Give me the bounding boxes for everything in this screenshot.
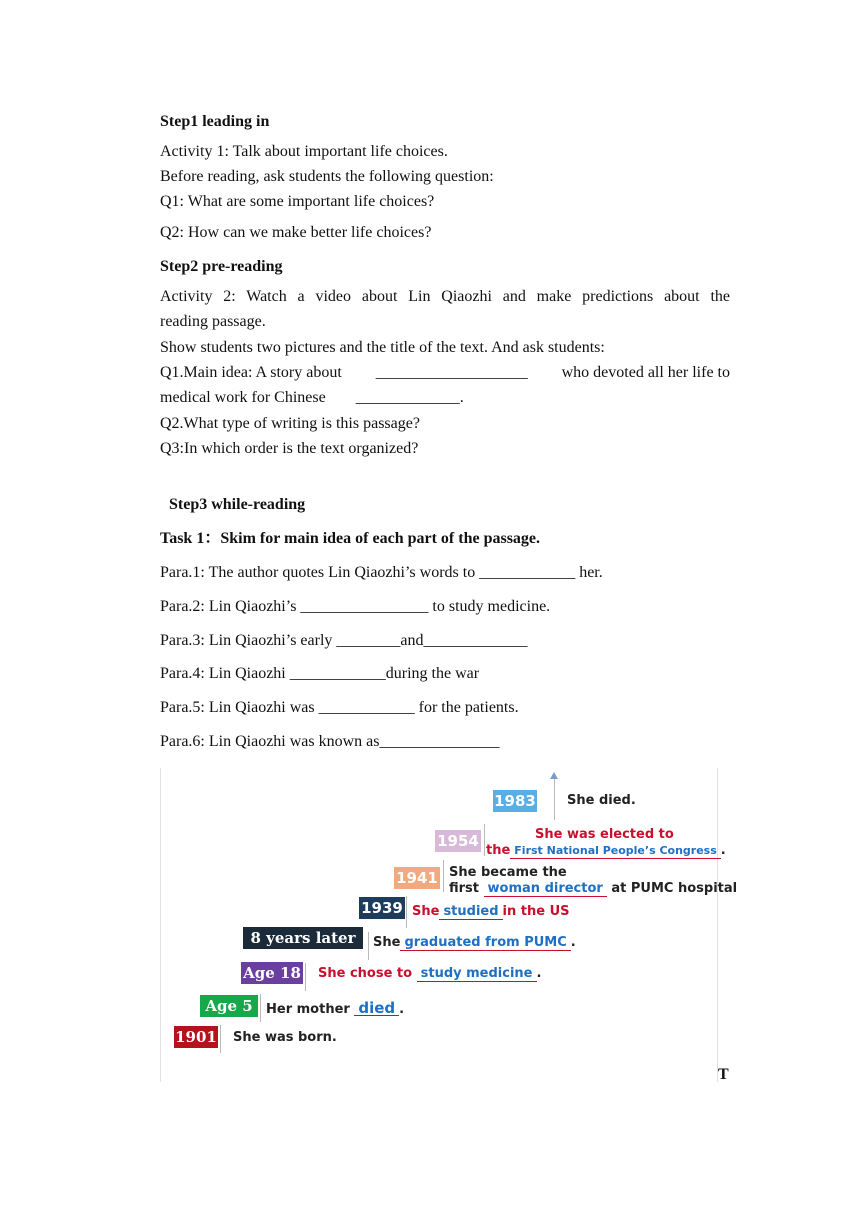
step2-q1-part2: who devoted all her life to bbox=[561, 364, 730, 381]
step2-q1-line1 bbox=[160, 363, 730, 383]
event-graduation: She graduated from PUMC . bbox=[373, 935, 576, 950]
event-1901: She was born. bbox=[233, 1030, 337, 1045]
step2-q2: Q2.What type of writing is this passage? bbox=[160, 415, 420, 432]
step2-q3: Q3:In which order is the text organized? bbox=[160, 440, 419, 457]
step3-heading: Step3 while-reading bbox=[169, 496, 306, 513]
step1-q1: Q1: What are some important life choices? bbox=[160, 193, 435, 210]
page-edge-letter: T bbox=[718, 1066, 729, 1083]
step1-q2: Q2: How can we make better life choices? bbox=[160, 224, 432, 241]
event-age-18: She chose to study medicine . bbox=[318, 966, 542, 981]
para1-item: Para.1: The author quotes Lin Qiaozhi’s words to ____________ her. bbox=[160, 564, 603, 581]
step2-activity-line2: reading passage. bbox=[160, 313, 266, 330]
event-1941: She became the first woman director at PUMC hospital bbox=[449, 865, 738, 896]
para6-item: Para.6: Lin Qiaozhi was known as_______________ bbox=[160, 733, 500, 750]
para3-item: Para.3: Lin Qiaozhi’s early ________and_____________ bbox=[160, 632, 528, 649]
year-1941-label: 1941 bbox=[394, 867, 440, 889]
year-1983-label: 1983 bbox=[494, 792, 536, 810]
step2-q1-blank2: _____________. bbox=[355, 389, 464, 406]
para2-item: Para.2: Lin Qiaozhi’s ________________ to study medicine. bbox=[160, 598, 551, 615]
year-1954-label: 1954 bbox=[435, 830, 481, 852]
life-timeline-figure bbox=[160, 768, 738, 1082]
eight-years-later-label: 8 years later bbox=[243, 927, 363, 949]
task1-heading: Task 1：Skim for main idea of each part of the passage. bbox=[160, 530, 541, 547]
event-1939: She studied in the US bbox=[412, 904, 570, 919]
year-1939-label: 1939 bbox=[359, 897, 405, 919]
step1-activity: Activity 1: Talk about important life choices. bbox=[160, 143, 448, 160]
event-age-5: Her mother died . bbox=[266, 999, 405, 1017]
age-18-label: Age 18 bbox=[241, 962, 303, 984]
para4-item: Para.4: Lin Qiaozhi ____________during the war bbox=[160, 665, 480, 682]
step2-heading: Step2 pre-reading bbox=[160, 258, 283, 275]
step2-q1-part1: Q1.Main idea: A story about bbox=[160, 364, 342, 381]
event-1954: She was elected to the First National People’s Congress . bbox=[486, 827, 726, 858]
step1-intro: Before reading, ask students the following question: bbox=[160, 168, 494, 185]
step2-q1-line2 bbox=[160, 388, 730, 408]
event-1983: She died. bbox=[567, 793, 636, 808]
step2-show: Show students two pictures and the title of the text. And ask students: bbox=[160, 339, 605, 356]
year-1901-label: 1901 bbox=[175, 1028, 217, 1046]
para5-item: Para.5: Lin Qiaozhi was ____________ for the patients. bbox=[160, 699, 519, 716]
age-5-label: Age 5 bbox=[200, 995, 258, 1017]
step2-q1-blank1: ___________________ bbox=[375, 364, 528, 381]
step2-activity-line1: Activity 2: Watch a video about Lin Qiaozhi and make predictions about the bbox=[160, 288, 730, 305]
step2-q1-part3: medical work for Chinese bbox=[160, 389, 326, 406]
step1-heading: Step1 leading in bbox=[160, 113, 270, 130]
